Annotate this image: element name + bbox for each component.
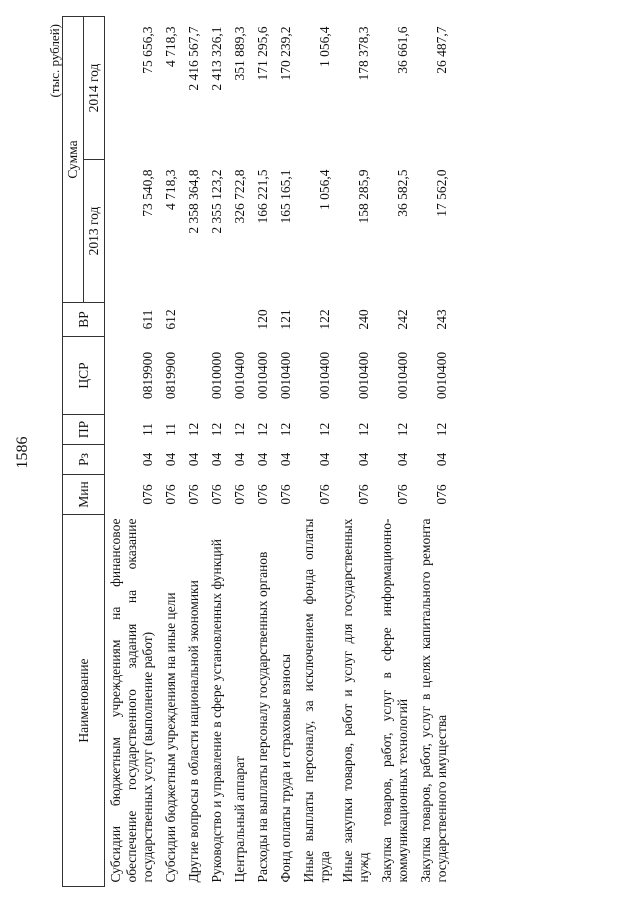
row-sum-2014: 4 718,3 [163,26,178,67]
row-sum-2013: 4 718,3 [163,169,178,210]
row-name: Фонд оплаты труда и страховые взносы [278,653,293,883]
row-rz: 04 [140,452,155,467]
row-name: Руководство и управление в сфере установленных функций [209,539,224,883]
row-rz: 04 [255,452,270,467]
row-pr: 12 [186,422,201,437]
row-pr: 12 [255,422,270,437]
row-vr: 120 [255,309,270,330]
row-rz: 04 [232,452,247,467]
row-name: Закупка товаров, работ, услуг в целях капитального ремонта государственного имущества [418,518,449,883]
page-number: 1586 [14,436,31,469]
row-min: 076 [255,484,270,505]
row-min: 076 [356,484,371,505]
table-row [183,16,206,886]
row-min: 076 [140,484,155,505]
row-pr: 12 [232,422,247,437]
row-sum-2014: 36 661,6 [395,26,410,74]
row-min: 076 [232,484,247,505]
table-row [160,16,183,886]
row-csr: 0010000 [209,351,224,400]
row-pr: 12 [278,422,293,437]
units-note: (тыс. рублей) [47,24,62,98]
row-name: Иные выплаты персоналу, за исключением фонда оплаты труда [301,518,332,883]
row-csr: 0819900 [163,351,178,400]
header-year-2013: 2013 год [84,160,105,303]
header-year-2014: 2014 год [84,16,105,159]
row-csr: 0010400 [232,351,247,400]
row-sum-2014: 2 416 567,7 [186,26,201,91]
budget-table [62,16,454,887]
row-rz: 04 [186,452,201,467]
row-sum-2013: 158 285,9 [356,169,371,224]
row-rz: 04 [163,452,178,467]
row-sum-2013: 73 540,8 [140,169,155,217]
row-sum-2014: 170 239,2 [278,26,293,81]
row-sum-2013: 326 722,8 [232,169,247,224]
row-rz: 04 [395,452,410,467]
table-row [415,16,454,886]
row-name: Другие вопросы в области национальной экономики [186,580,201,883]
row-csr: 0010400 [356,351,371,400]
row-pr: 11 [140,423,155,436]
row-sum-2014: 351 889,3 [232,26,247,81]
header-sum: Сумма [63,16,84,302]
row-sum-2014: 2 413 326,1 [209,26,224,91]
row-min: 076 [186,484,201,505]
header-min: Мин [63,475,105,515]
row-name: Закупка товаров, работ, услуг в сфере информационно-коммуникационных технологий [379,518,410,883]
row-csr: 0819900 [140,351,155,400]
row-vr [229,303,252,337]
row-csr: 0010400 [395,351,410,400]
row-name: Субсидии бюджетным учреждениям на финансовое обеспечение государственного задания на оказание государственных услуг (выполнение работ) [108,518,155,883]
table-row [206,16,229,886]
header-pr: ПР [63,415,105,445]
table-header [63,16,105,886]
table-row [105,16,161,886]
row-vr: 243 [434,309,449,330]
row-min: 076 [163,484,178,505]
row-name: Центральный аппарат [232,756,247,883]
row-sum-2013: 165 165,1 [278,169,293,224]
row-csr [183,337,206,415]
row-sum-2013: 166 221,5 [255,169,270,224]
row-sum-2014: 26 487,7 [434,26,449,74]
row-vr: 611 [140,309,155,330]
row-name: Субсидии бюджетным учреждениям на иные цели [163,592,178,883]
row-pr: 12 [395,422,410,437]
header-csr: ЦСР [63,337,105,415]
row-pr: 12 [356,422,371,437]
table-row [376,16,415,886]
header-rz: Рз [63,445,105,475]
row-csr: 0010400 [278,351,293,400]
row-min: 076 [209,484,224,505]
row-name: Расходы на выплаты персоналу государственных органов [255,551,270,883]
header-vr: ВР [63,303,105,337]
row-vr: 612 [163,309,178,330]
table-row [275,16,298,886]
row-sum-2014: 171 295,6 [255,26,270,81]
row-csr: 0010400 [434,351,449,400]
row-pr: 12 [209,422,224,437]
row-sum-2014: 75 656,3 [140,26,155,74]
row-sum-2013: 2 358 364,8 [186,169,201,234]
header-name: Наименование [63,515,105,887]
row-rz: 04 [209,452,224,467]
row-vr: 240 [356,309,371,330]
row-pr: 12 [434,422,449,437]
row-min: 076 [395,484,410,505]
row-rz: 04 [317,452,332,467]
table-row [229,16,252,886]
table-row [252,16,275,886]
row-name: Иные закупки товаров, работ и услуг для государственных нужд [340,518,371,883]
row-csr: 0010400 [317,351,332,400]
row-sum-2014: 178 378,3 [356,26,371,81]
row-min: 076 [317,484,332,505]
table-row [337,16,376,886]
table-body [105,16,455,886]
row-sum-2013: 36 582,5 [395,169,410,217]
row-vr [183,303,206,337]
row-rz: 04 [434,452,449,467]
row-vr [206,303,229,337]
row-min: 076 [434,484,449,505]
row-min: 076 [278,484,293,505]
row-rz: 04 [356,452,371,467]
row-csr: 0010400 [255,351,270,400]
row-sum-2013: 17 562,0 [434,169,449,217]
table-row [298,16,337,886]
row-pr: 11 [163,423,178,436]
row-vr: 121 [278,309,293,330]
row-sum-2013: 1 056,4 [317,169,332,210]
row-sum-2014: 1 056,4 [317,26,332,67]
row-pr: 12 [317,422,332,437]
row-sum-2013: 2 355 123,2 [209,169,224,234]
row-rz: 04 [278,452,293,467]
row-vr: 242 [395,309,410,330]
row-vr: 122 [317,309,332,330]
